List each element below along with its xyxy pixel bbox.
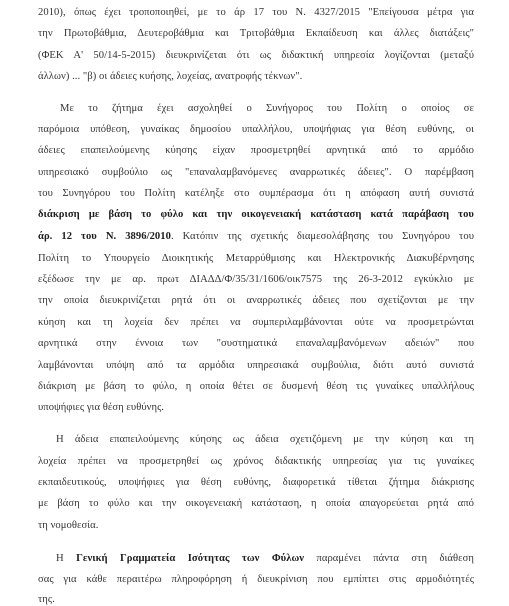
text-line: Η άδεια επαπειλούμενης κύησης ως άδεια σχετιζόμενη με την κύηση και τη (56, 434, 474, 445)
text-line: εξέδωσε την με αρ. πρωτ ΔΙΑΔΔ/Φ/35/31/1606/οικ7575 της 26-3-2012 εγκύκλιο με (38, 274, 474, 285)
law-reference: άρ. 12 του Ν. 3896/2010 (38, 231, 171, 242)
text-line: της. (38, 594, 55, 605)
text-line: Πολίτη το Υπουργείο Διοικητικής Μεταρρύθμισης και Ηλεκτρονικής Διακυβέρνησης (38, 253, 474, 264)
text-line: άλλων) ... "β) οι άδειες κυήσης, λοχείας, ανατροφής τέκνων". (38, 71, 303, 82)
text-line: Με το ζήτημα έχει ασχοληθεί ο Συνήγορος του Πολίτη ο οποίος σε (60, 103, 474, 114)
text-line: λοχεία πρέπει να προσμετρηθεί ως χρόνος διδακτικής υπηρεσίας για τις γυναίκες (38, 456, 474, 467)
text-line: κύηση και τη λοχεία δεν πρέπει να συμπεριλαμβάνονται ούτε να προσμετρώνται (38, 317, 474, 328)
text-segment: παραμένει πάντα στη διάθεση (304, 553, 474, 564)
text-line: σας για κάθε περαιτέρω πληροφόρηση ή διευκρίνιση που εμπίπτει στις αρμοδιότητές (38, 574, 474, 585)
text-segment: . Κατόπιν της σχετικής διαμεσολάβησης του Συνηγόρου του (170, 231, 474, 242)
text-line: παρόμοια υπόθεση, γυναίκας δημοσίου υπαλλήλου, υποψήφιας για θέση ευθύνης, οι (38, 124, 474, 135)
text-line: του Συνηγόρου του Πολίτη κατέληξε στο συμπέρασμα ότι η απόφαση αυτή συνιστά (38, 188, 474, 199)
text-line: με βάση το φύλο και την οικογενειακή κατάσταση, η οποία απαγορεύεται ρητά από (38, 498, 474, 509)
text-line: υπηρεσιακό συμβούλιο ως "επαναλαμβανόμενες αναρρωτικές άδειες". Ο παρέμβαση (38, 167, 474, 178)
text-line (38, 230, 474, 243)
text-line: αρνητικά στην έννοια των "συστηματικά επαναλαμβανόμενων αδειών" που (38, 338, 474, 349)
text-line: εκπαιδευτικούς, υποψήφιες για θέση ευθύνης, διαφορετικά τίθεται ζήτημα διάκρισης (38, 477, 474, 488)
organization-name: Γενική Γραμματεία Ισότητας των Φύλων (76, 553, 305, 564)
text-line: διάκριση με βάση το φύλο, η οποία θέτει σε δυσμενή θέση τις γυναίκες υπαλλήλους (38, 381, 474, 392)
text-line: την οποία διευκρινίζεται ρητά ότι οι αναρρωτικές άδειες που σχετίζονται με την (38, 295, 474, 306)
text-line: (ΦΕΚ Α' 50/14-5-2015) διευκρινίζεται ότι ως διδακτική υπηρεσία λογίζονται (μεταξύ (38, 50, 474, 61)
text-line (56, 552, 474, 565)
text-line: τη νομοθεσία. (38, 520, 99, 531)
bold-text-line: διάκριση με βάση το φύλο και την οικογενειακή κατάσταση κατά παράβαση του (38, 209, 474, 220)
text-line: την Πρωτοβάθμια, Δευτεροβάθμια και Τριτοβάθμια Εκπαίδευση και άλλες διατάξεις" (38, 28, 474, 39)
text-line: 2010), όπως έχει τροποποιηθεί, με το άρ 17 του Ν. 4327/2015 "Επείγουσα μέτρα για (38, 7, 474, 18)
text-line: υποψήφιες για θέση ευθύνης. (38, 402, 165, 413)
text-segment: Η (56, 553, 77, 564)
text-line: άδειες επαπειλούμενης κύησης είχαν προσμετρηθεί αρνητικά από το αρμόδιο (38, 145, 474, 156)
text-line: λαμβάνονται υπόψη από τα αρμόδια υπηρεσιακά συμβούλια, διότι αυτό συνιστά (38, 360, 474, 371)
